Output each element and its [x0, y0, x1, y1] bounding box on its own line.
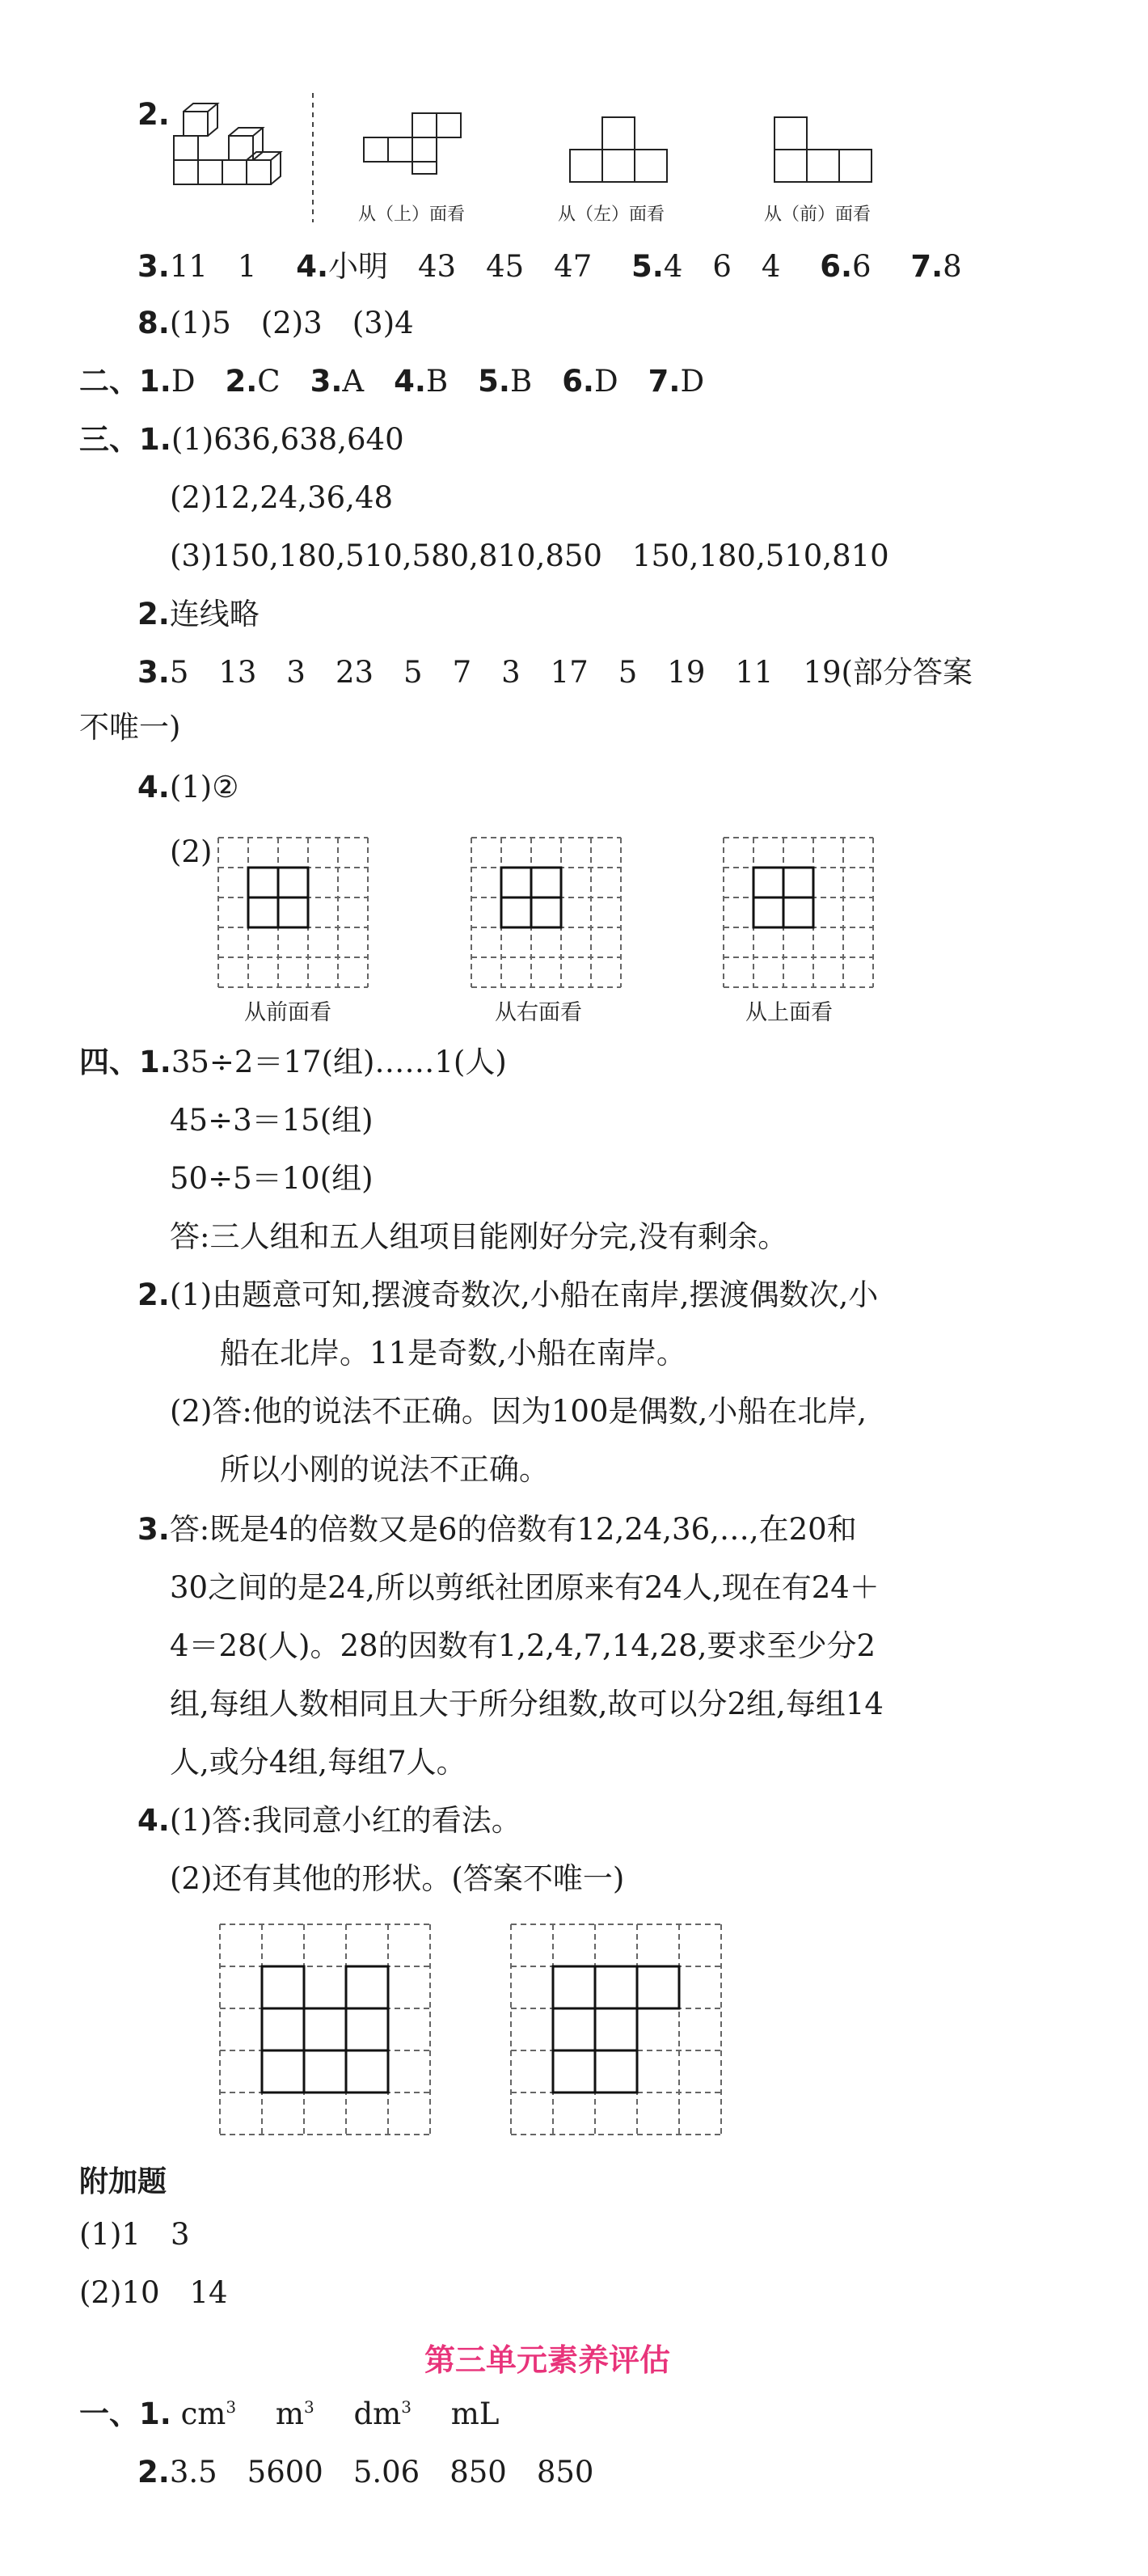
view-left-drawing: [570, 113, 667, 182]
grid-right-view: [471, 838, 621, 987]
section-three-q2: 2.连线略: [137, 597, 260, 631]
section-three-q4b: (2): [170, 834, 213, 869]
section-two-row: 二、1.D 2.C 3.A 4.B 5.B 6.D 7.D: [79, 364, 705, 399]
section-four-q3-line5: 人,或分4组,每组7人。: [170, 1745, 466, 1780]
section-three-q1a: 三、1.(1)636,638,640: [79, 422, 404, 457]
unit-three-title: 第三单元素养评估: [424, 2342, 671, 2378]
divider-dashed-line: [311, 93, 314, 222]
extra-a: (1)1 3: [79, 2217, 190, 2252]
section-three-q3-line2: 不唯一): [79, 710, 181, 745]
answer-row-8: 8.(1)5 (2)3 (3)4: [137, 306, 414, 340]
section-four-q1-line3: 50÷5＝10(组): [170, 1161, 374, 1196]
section-four-q1-line2: 45÷3＝15(组): [170, 1103, 374, 1138]
extra-b: (2)10 14: [79, 2275, 228, 2310]
unit-three-q2: 2.3.5 5600 5.06 850 850: [137, 2455, 594, 2489]
grid-top-view: [724, 838, 873, 987]
section-four-q3-line4: 组,每组人数相同且大于所分组数,故可以分2组,每组14: [170, 1687, 884, 1721]
grid-caption-top: 从上面看: [745, 1000, 833, 1025]
grid-front-view: [218, 838, 368, 987]
view-front-caption: 从（前）面看: [764, 205, 872, 225]
section-four-q2-line4: 所以小刚的说法不正确。: [220, 1452, 549, 1487]
view-top-drawing: [364, 101, 461, 174]
section-four-q1-answer: 答:三人组和五人组项目能刚好分完,没有剩余。: [170, 1219, 788, 1254]
cube-stack-drawing: [166, 103, 287, 192]
section-three-q1b: (2)12,24,36,48: [170, 480, 394, 515]
unit-three-q1: 一、1. $cm^3$ $m^3$ $dm^3$ mL: [79, 2397, 500, 2431]
section-four-q2-line2: 船在北岸。11是奇数,小船在南岸。: [220, 1336, 686, 1370]
shape-grid-2: [511, 1924, 721, 2135]
section-four-q3-line2: 30之间的是24,所以剪纸社团原来有24人,现在有24＋: [170, 1570, 880, 1605]
view-top-caption: 从（上）面看: [358, 205, 466, 225]
section-three-q1c: (3)150,180,510,580,810,850 150,180,510,810: [170, 538, 889, 573]
grid-caption-front: 从前面看: [244, 1000, 331, 1025]
section-four-q3-line3: 4＝28(人)。28的因数有1,2,4,7,14,28,要求至少分2: [170, 1628, 876, 1663]
extra-title: 附加题: [79, 2165, 167, 2198]
section-four-q2-line3: (2)答:他的说法不正确。因为100是偶数,小船在北岸,: [170, 1394, 867, 1429]
view-left-caption: 从（左）面看: [558, 205, 665, 225]
section-three-q4a: 4.(1)②: [137, 770, 239, 804]
view-front-drawing: [774, 113, 872, 182]
shape-grid-1: [220, 1924, 430, 2135]
section-four-q4-line2: (2)还有其他的形状。(答案不唯一): [170, 1861, 625, 1896]
section-four-q4-line1: 4.(1)答:我同意小红的看法。: [137, 1803, 521, 1838]
grid-caption-right: 从右面看: [495, 1000, 582, 1025]
section-four-q1-line1: 四、1.35÷2＝17(组)……1(人): [79, 1045, 507, 1079]
answers-row-3-7: 3.11 1 4.小明 43 45 47 5.4 6 4 6.6 7.8: [137, 249, 962, 284]
section-four-q2-line1: 2.(1)由题意可知,摆渡奇数次,小船在南岸,摆渡偶数次,小: [137, 1277, 879, 1312]
q2-label: 2.: [137, 97, 170, 132]
section-four-q3-line1: 3.答:既是4的倍数又是6的倍数有12,24,36,…,在20和: [137, 1512, 857, 1547]
section-three-q3-line1: 3.5 13 3 23 5 7 3 17 5 19 11 19(部分答案: [137, 655, 973, 690]
